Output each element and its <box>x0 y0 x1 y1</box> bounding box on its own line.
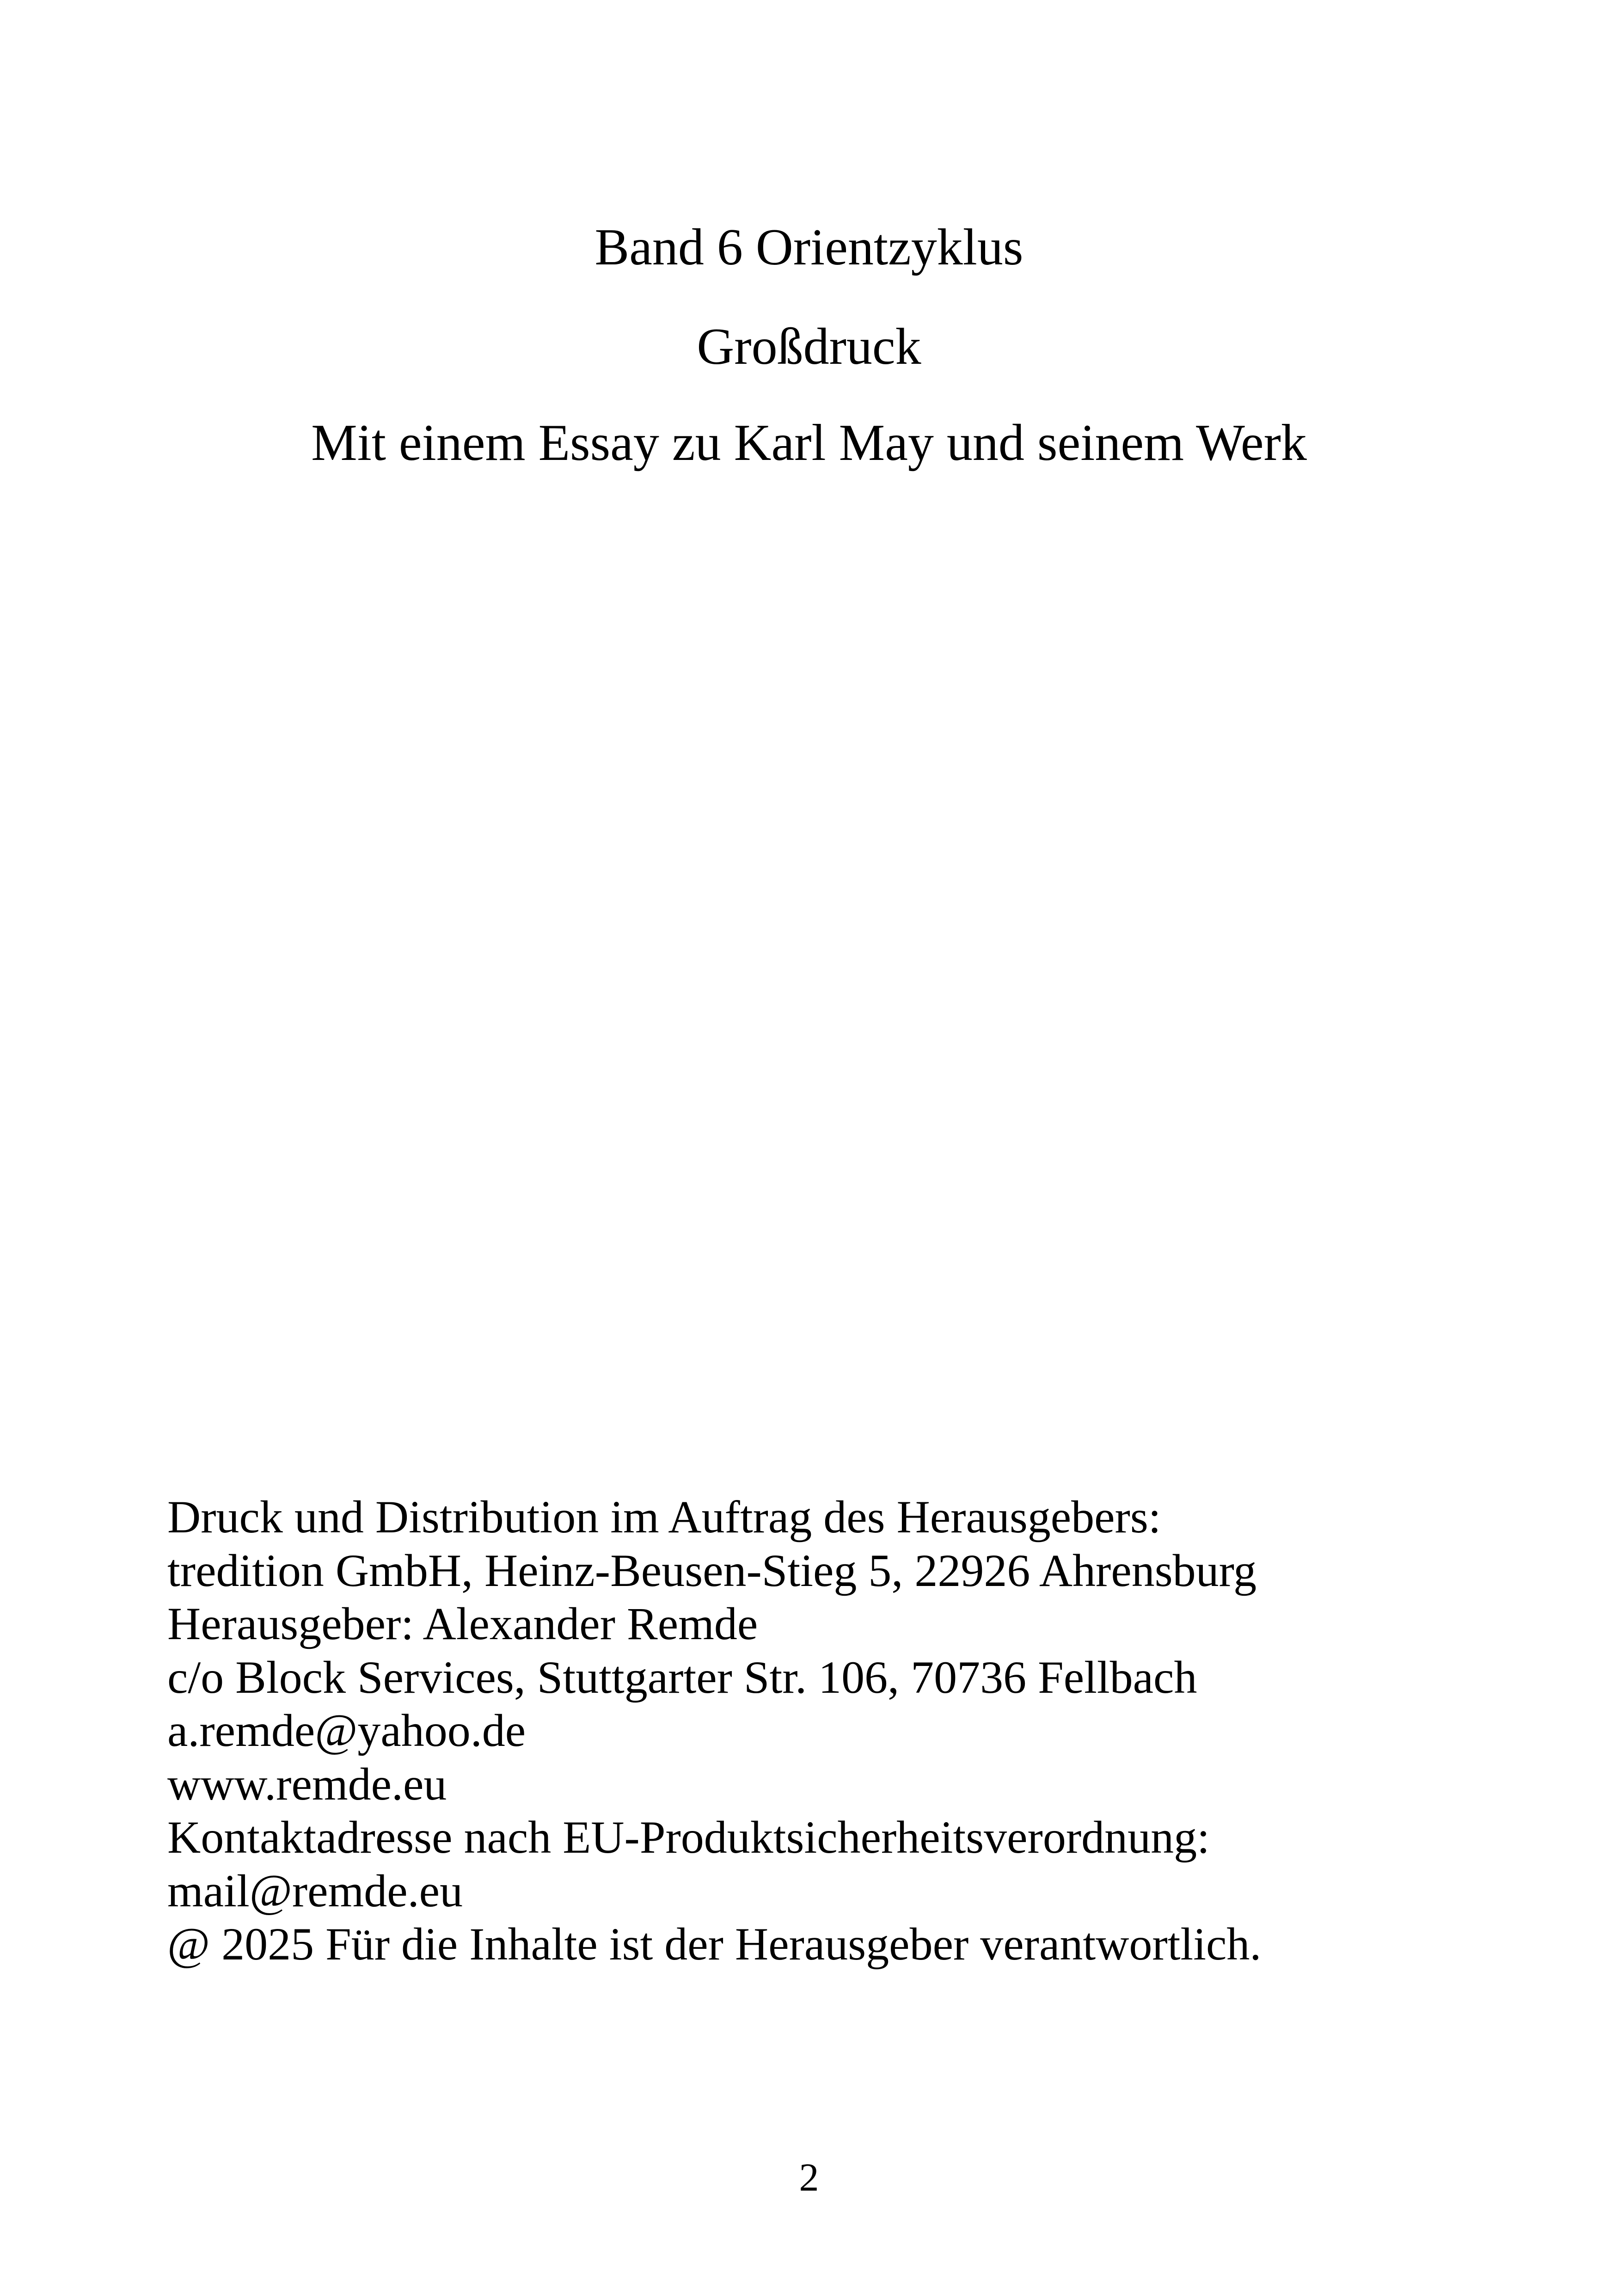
imprint-line-copyright: @ 2025 Für die Inhalte ist der Herausgeber verantwortlich. <box>167 1918 1262 1970</box>
subtitle: Mit einem Essay zu Karl May und seinem Werk <box>311 414 1307 471</box>
imprint-line-contact-label: Kontaktadresse nach EU-Produktsicherheitsverordnung: <box>167 1812 1210 1863</box>
imprint-line-printing: Druck und Distribution im Auftrag des Herausgebers: <box>167 1491 1161 1543</box>
imprint-line-email: a.remde@yahoo.de <box>167 1705 526 1756</box>
imprint-line-editor: Herausgeber: Alexander Remde <box>167 1598 758 1649</box>
imprint-line-publisher-address: tredition GmbH, Heinz-Beusen-Stieg 5, 22926 Ahrensburg <box>167 1544 1257 1596</box>
volume-title: Band 6 Orientzyklus <box>594 219 1024 276</box>
page-number: 2 <box>799 2155 819 2199</box>
imprint-line-contact-email: mail@remde.eu <box>167 1865 463 1916</box>
imprint-block <box>167 1490 1554 1971</box>
imprint-line-editor-address: c/o Block Services, Stuttgarter Str. 106, 70736 Fellbach <box>167 1651 1197 1703</box>
edition-label: Großdruck <box>697 318 921 375</box>
imprint-line-website: www.remde.eu <box>167 1758 447 1810</box>
